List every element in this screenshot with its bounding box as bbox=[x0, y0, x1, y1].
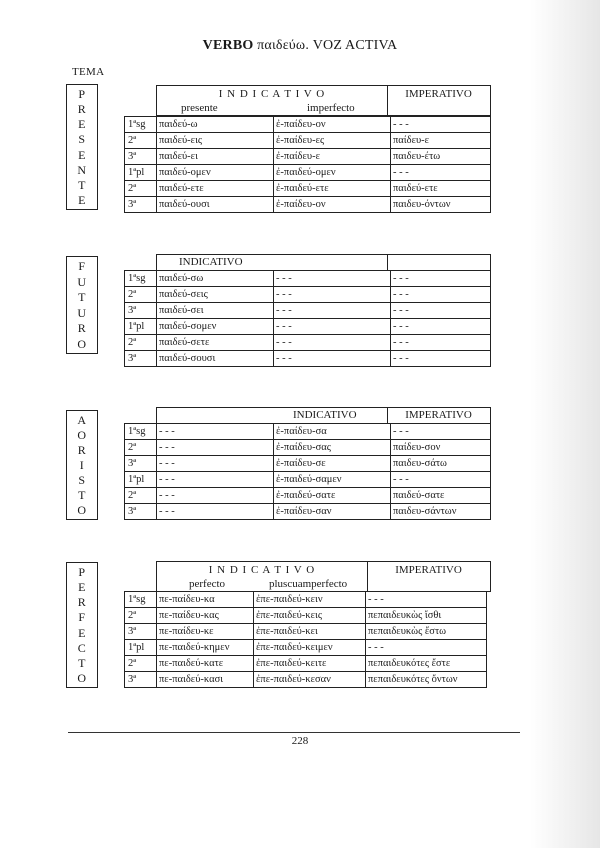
form-cell: πε-παιδεύ-κασι bbox=[157, 672, 254, 688]
header-presente-sub: presente bbox=[181, 102, 218, 114]
table-row bbox=[125, 440, 491, 456]
form-cell: ἐπε-παιδεύ-κειμεν bbox=[254, 640, 366, 656]
header-indicativo: I N D I C A T I V O bbox=[218, 88, 326, 100]
label-letter: E bbox=[78, 117, 86, 132]
page-number: 228 bbox=[291, 735, 309, 747]
table-row bbox=[125, 488, 491, 504]
table-row bbox=[125, 303, 491, 319]
form-cell: ἐ-παιδεύ-σατε bbox=[274, 488, 391, 504]
form-cell: παιδεύ-ετε bbox=[157, 181, 274, 197]
table-row bbox=[125, 351, 491, 367]
title-verb: VERBO bbox=[202, 38, 254, 53]
form-cell: - - - bbox=[274, 303, 391, 319]
label-letter: S bbox=[78, 132, 86, 147]
form-cell: - - - bbox=[274, 335, 391, 351]
person-cell: 1ªpl bbox=[125, 640, 157, 656]
form-cell: ἐ-παίδευ-σα bbox=[274, 424, 391, 440]
label-letter: E bbox=[78, 580, 86, 595]
label-letter: O bbox=[77, 503, 87, 517]
table-row bbox=[125, 456, 491, 472]
imperative-cell: - - - bbox=[391, 117, 491, 133]
imperative-cell: - - - bbox=[391, 319, 491, 335]
header-indicativo: I N D I C A T I V O bbox=[208, 564, 316, 576]
person-cell: 1ªsg bbox=[125, 424, 157, 440]
label-letter: S bbox=[78, 473, 86, 487]
person-cell: 3ª bbox=[125, 351, 157, 367]
table-row bbox=[125, 165, 491, 181]
imperative-cell: παιδευ-σάντων bbox=[391, 504, 491, 520]
person-cell: 1ªpl bbox=[125, 165, 157, 181]
form-cell: ἐ-παίδευ-ον bbox=[274, 117, 391, 133]
person-cell: 2ª bbox=[125, 181, 157, 197]
header-indicativo: INDICATIVO bbox=[179, 256, 243, 268]
person-cell: 3ª bbox=[125, 504, 157, 520]
label-letter: R bbox=[77, 102, 87, 117]
tema-label: TEMA bbox=[72, 66, 105, 78]
label-letter: F bbox=[78, 259, 86, 274]
form-cell: παιδεύ-σετε bbox=[157, 335, 274, 351]
form-cell: παιδεύ-σω bbox=[157, 271, 274, 287]
form-cell: ἐπε-παιδεύ-κεις bbox=[254, 608, 366, 624]
label-futuro bbox=[66, 256, 98, 354]
person-cell: 1ªsg bbox=[125, 592, 157, 608]
header-imperativo: IMPERATIVO bbox=[395, 564, 462, 576]
person-cell: 3ª bbox=[125, 149, 157, 165]
imperative-cell: πεπαιδευκὼς ἴσθι bbox=[366, 608, 487, 624]
person-cell: 2ª bbox=[125, 133, 157, 149]
form-cell: ἐ-παίδευ-σας bbox=[274, 440, 391, 456]
footer-divider bbox=[68, 732, 520, 733]
imperative-cell: παιδεύ-ετε bbox=[391, 181, 491, 197]
table-row bbox=[125, 424, 491, 440]
label-letter: U bbox=[77, 305, 87, 320]
page-edge-shadow bbox=[530, 0, 600, 848]
imperative-cell: πεπαιδευκότες ἔστε bbox=[366, 656, 487, 672]
form-cell: - - - bbox=[157, 488, 274, 504]
label-presente bbox=[66, 84, 98, 210]
person-cell: 3ª bbox=[125, 672, 157, 688]
table-perfecto bbox=[124, 591, 487, 688]
table-row bbox=[125, 335, 491, 351]
header-imperativo: IMPERATIVO bbox=[405, 409, 472, 421]
table-presente bbox=[124, 116, 491, 213]
table-row bbox=[125, 149, 491, 165]
form-cell: παιδεύ-σουσι bbox=[157, 351, 274, 367]
imperative-cell: πεπαιδευκότες ὄντων bbox=[366, 672, 487, 688]
form-cell: - - - bbox=[274, 319, 391, 335]
imperative-cell: - - - bbox=[391, 287, 491, 303]
imperative-cell: - - - bbox=[391, 351, 491, 367]
label-letter: P bbox=[78, 565, 86, 580]
table-row bbox=[125, 287, 491, 303]
label-letter: A bbox=[77, 413, 87, 427]
label-letter: R bbox=[77, 595, 87, 610]
label-letter: F bbox=[78, 610, 86, 625]
form-cell: πε-παίδευ-κα bbox=[157, 592, 254, 608]
imperative-cell: - - - bbox=[366, 592, 487, 608]
person-cell: 3ª bbox=[125, 456, 157, 472]
table-row bbox=[125, 319, 491, 335]
form-cell: - - - bbox=[157, 472, 274, 488]
header-perfecto bbox=[156, 561, 491, 592]
table-row bbox=[125, 656, 487, 672]
label-letter: C bbox=[77, 640, 87, 655]
header-aoristo bbox=[156, 407, 491, 424]
label-letter: T bbox=[78, 177, 86, 192]
form-cell: ἐ-παίδευ-ες bbox=[274, 133, 391, 149]
form-cell: ἐπε-παιδεύ-κεσαν bbox=[254, 672, 366, 688]
table-row bbox=[125, 640, 487, 656]
form-cell: παιδεύ-σομεν bbox=[157, 319, 274, 335]
imperative-cell: παιδευ-σάτω bbox=[391, 456, 491, 472]
person-cell: 1ªpl bbox=[125, 472, 157, 488]
imperative-cell: παιδευ-όντων bbox=[391, 197, 491, 213]
table-row bbox=[125, 672, 487, 688]
form-cell: - - - bbox=[274, 271, 391, 287]
form-cell: παιδεύ-ει bbox=[157, 149, 274, 165]
form-cell: - - - bbox=[274, 351, 391, 367]
header-presente bbox=[156, 85, 491, 116]
imperative-cell: - - - bbox=[391, 165, 491, 181]
imperative-cell: - - - bbox=[391, 424, 491, 440]
imperative-cell: - - - bbox=[391, 271, 491, 287]
label-letter: T bbox=[78, 488, 86, 502]
imperative-cell: παίδευ-ε bbox=[391, 133, 491, 149]
label-letter: R bbox=[77, 443, 87, 457]
label-letter: U bbox=[77, 274, 87, 289]
table-row bbox=[125, 624, 487, 640]
form-cell: ἐ-παιδεύ-ετε bbox=[274, 181, 391, 197]
page-title bbox=[0, 38, 600, 54]
imperative-cell: - - - bbox=[391, 472, 491, 488]
form-cell: παιδεύ-σει bbox=[157, 303, 274, 319]
table-row bbox=[125, 504, 491, 520]
person-cell: 1ªpl bbox=[125, 319, 157, 335]
header-imperfecto-sub: imperfecto bbox=[307, 102, 355, 114]
form-cell: ἐ-παίδευ-ε bbox=[274, 149, 391, 165]
table-row bbox=[125, 181, 491, 197]
header-indicativo: INDICATIVO bbox=[293, 409, 357, 421]
form-cell: ἐ-παιδεύ-ομεν bbox=[274, 165, 391, 181]
label-letter: O bbox=[77, 428, 87, 442]
person-cell: 2ª bbox=[125, 608, 157, 624]
imperative-cell: - - - bbox=[391, 335, 491, 351]
label-letter: E bbox=[78, 625, 86, 640]
label-letter: E bbox=[78, 192, 86, 207]
form-cell: - - - bbox=[157, 440, 274, 456]
label-letter: O bbox=[77, 336, 87, 351]
person-cell: 3ª bbox=[125, 197, 157, 213]
header-perfecto-sub: perfecto bbox=[189, 578, 226, 590]
form-cell: πε-παίδευ-κε bbox=[157, 624, 254, 640]
form-cell: παιδεύ-εις bbox=[157, 133, 274, 149]
form-cell: πε-παιδεύ-κημεν bbox=[157, 640, 254, 656]
label-letter: O bbox=[77, 670, 87, 685]
table-row bbox=[125, 472, 491, 488]
person-cell: 2ª bbox=[125, 287, 157, 303]
person-cell: 1ªsg bbox=[125, 117, 157, 133]
form-cell: πε-παίδευ-κας bbox=[157, 608, 254, 624]
person-cell: 1ªsg bbox=[125, 271, 157, 287]
imperative-cell: παιδευ-έτω bbox=[391, 149, 491, 165]
person-cell: 2ª bbox=[125, 488, 157, 504]
table-row bbox=[125, 117, 491, 133]
table-row bbox=[125, 271, 491, 287]
table-futuro bbox=[124, 270, 491, 367]
table-row bbox=[125, 608, 487, 624]
form-cell: ἐπε-παιδεύ-κει bbox=[254, 624, 366, 640]
label-letter: R bbox=[77, 321, 87, 336]
table-row bbox=[125, 197, 491, 213]
label-letter: P bbox=[78, 87, 86, 102]
form-cell: - - - bbox=[157, 456, 274, 472]
form-cell: - - - bbox=[157, 424, 274, 440]
imperative-cell: πεπαιδευκὼς ἔστω bbox=[366, 624, 487, 640]
header-imperativo: IMPERATIVO bbox=[405, 88, 472, 100]
form-cell: ἐ-παιδεύ-σαμεν bbox=[274, 472, 391, 488]
label-letter: N bbox=[77, 162, 87, 177]
label-letter: T bbox=[78, 290, 86, 305]
label-aoristo bbox=[66, 410, 98, 520]
label-letter: T bbox=[78, 655, 86, 670]
form-cell: - - - bbox=[157, 504, 274, 520]
table-row bbox=[125, 133, 491, 149]
table-aoristo bbox=[124, 423, 491, 520]
person-cell: 2ª bbox=[125, 335, 157, 351]
title-rest: παιδεύω. VOZ ACTIVA bbox=[253, 38, 398, 53]
table-row bbox=[125, 592, 487, 608]
label-perfecto bbox=[66, 562, 98, 688]
form-cell: ἐ-παίδευ-σαν bbox=[274, 504, 391, 520]
imperative-cell: παίδευ-σον bbox=[391, 440, 491, 456]
person-cell: 2ª bbox=[125, 440, 157, 456]
form-cell: - - - bbox=[274, 287, 391, 303]
form-cell: ἐ-παίδευ-ον bbox=[274, 197, 391, 213]
imperative-cell: - - - bbox=[391, 303, 491, 319]
form-cell: παιδεύ-ω bbox=[157, 117, 274, 133]
header-futuro bbox=[156, 254, 491, 271]
form-cell: ἐπε-παιδεύ-κειν bbox=[254, 592, 366, 608]
imperative-cell: παιδεύ-σατε bbox=[391, 488, 491, 504]
person-cell: 2ª bbox=[125, 656, 157, 672]
form-cell: πε-παιδεύ-κατε bbox=[157, 656, 254, 672]
form-cell: παιδεύ-ομεν bbox=[157, 165, 274, 181]
imperative-cell: - - - bbox=[366, 640, 487, 656]
label-letter: I bbox=[79, 458, 85, 472]
person-cell: 3ª bbox=[125, 624, 157, 640]
form-cell: ἐ-παίδευ-σε bbox=[274, 456, 391, 472]
form-cell: παιδεύ-ουσι bbox=[157, 197, 274, 213]
header-pluscuamperfecto-sub: pluscuamperfecto bbox=[269, 578, 348, 590]
person-cell: 3ª bbox=[125, 303, 157, 319]
label-letter: E bbox=[78, 147, 86, 162]
form-cell: παιδεύ-σεις bbox=[157, 287, 274, 303]
form-cell: ἐπε-παιδεύ-κειτε bbox=[254, 656, 366, 672]
